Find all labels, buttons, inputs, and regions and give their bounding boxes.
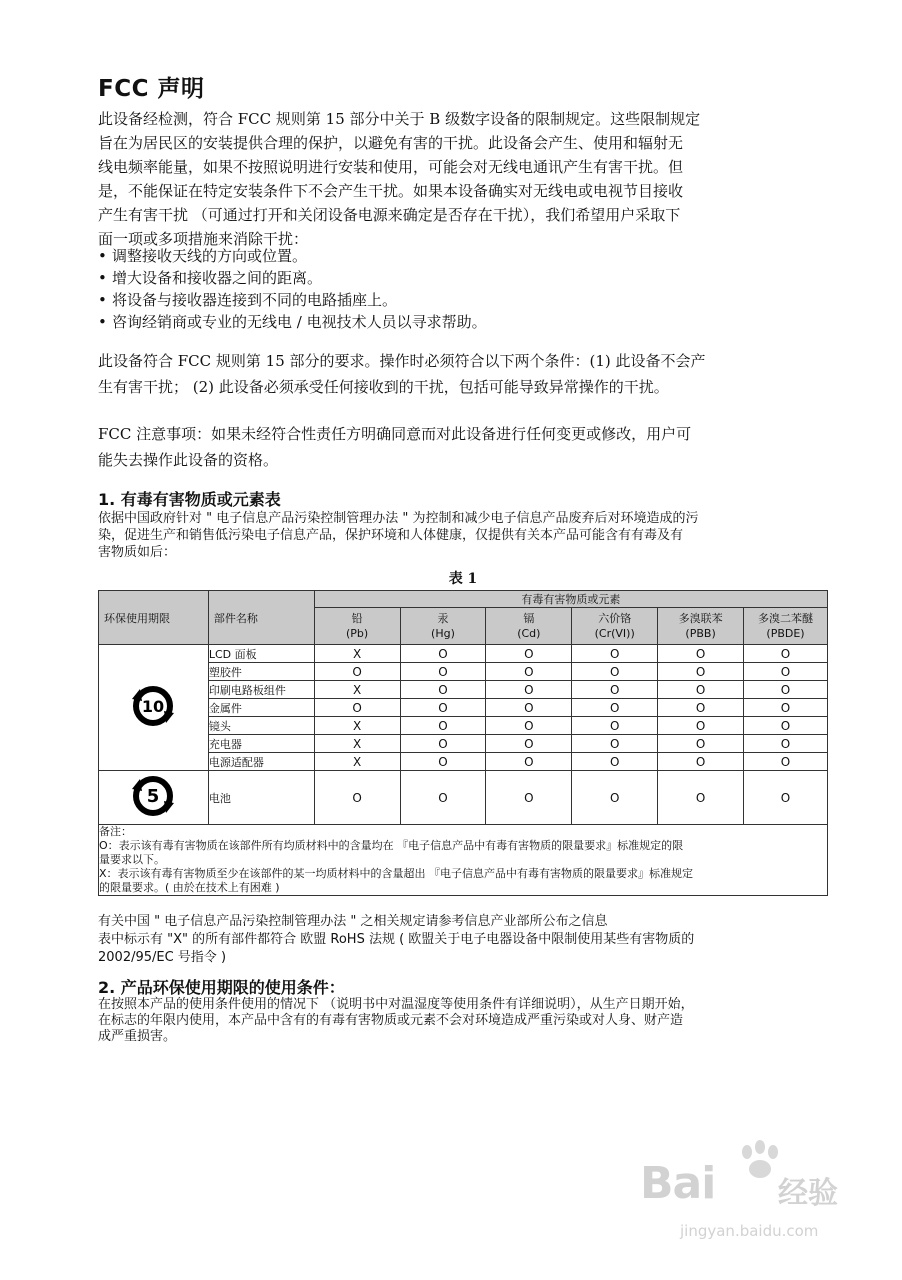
substance-mark-cell: O xyxy=(314,699,400,717)
list-item: • 咨询经销商或专业的无线电 / 电视技术人员以寻求帮助。 xyxy=(98,311,487,333)
substance-mark-cell: O xyxy=(744,735,828,753)
substance-mark-cell: O xyxy=(658,645,744,663)
table-row xyxy=(99,663,828,681)
substance-mark-cell: O xyxy=(572,663,658,681)
substance-mark-cell: X xyxy=(314,717,400,735)
substance-mark-cell: X xyxy=(314,735,400,753)
table-caption: 表 1 xyxy=(448,571,478,587)
substance-mark-cell: O xyxy=(658,663,744,681)
substance-mark-cell: O xyxy=(572,717,658,735)
note-line: 备注： xyxy=(99,825,132,838)
substance-mark-cell: O xyxy=(400,735,486,753)
substance-mark-cell: O xyxy=(400,663,486,681)
table-row xyxy=(99,771,828,825)
part-name-cell: 充电器 xyxy=(208,735,314,753)
text-line: 旨在为居民区的安装提供合理的保护，以避免有害的干扰。此设备会产生、使用和辐射无 xyxy=(98,134,684,152)
substance-mark-cell: O xyxy=(744,681,828,699)
substance-mark-cell: O xyxy=(400,753,486,771)
substance-mark-cell: O xyxy=(400,699,486,717)
table-notes xyxy=(99,825,828,896)
header-substance: 多溴联苯 (PBB) xyxy=(658,608,744,645)
substance-mark-cell: O xyxy=(744,717,828,735)
text-line: 面一项或多项措施来消除干扰： xyxy=(98,230,309,248)
fcc-paragraph-2 xyxy=(98,348,706,400)
header-substances-group: 有毒有害物质或元素 xyxy=(314,591,827,608)
environmental-period-icon xyxy=(128,681,178,731)
note-line: O：表示该有毒有害物质在该部件所有均质材料中的含量均在 『电子信息产品中有毒有害物质的限量要求』标准规定的限 xyxy=(99,839,684,852)
substance-mark-cell: O xyxy=(744,645,828,663)
part-name-cell: 印刷电路板组件 xyxy=(208,681,314,699)
text-line: 线电频率能量，如果不按照说明进行安装和使用，可能会对无线电通讯产生有害干扰。但 xyxy=(98,158,684,176)
table-row xyxy=(99,645,828,663)
text-line: 表中标示有 "X" 的所有部件都符合 欧盟 RoHS 法规 ( 欧盟关于电子电器设备中限制使用某些有害物质的 xyxy=(98,932,695,947)
text-line: 此设备符合 FCC 规则第 15 部分的要求。操作时必须符合以下两个条件：(1) 此设备不会产 xyxy=(98,352,706,370)
substance-mark-cell: O xyxy=(486,771,572,825)
note-line: 量要求以下。 xyxy=(99,853,165,866)
substance-mark-cell: O xyxy=(658,771,744,825)
text-line: FCC 注意事项：如果未经符合性责任方明确同意而对此设备进行任何变更或修改，用户可 xyxy=(98,425,692,443)
substance-mark-cell: O xyxy=(400,717,486,735)
text-line: 生有害干扰； (2) 此设备必须承受任何接收到的干扰，包括可能导致异常操作的干扰。 xyxy=(98,378,669,396)
section-1-heading: 1. 有毒有害物质或元素表 xyxy=(98,490,281,509)
substance-mark-cell: X xyxy=(314,753,400,771)
substance-mark-cell: O xyxy=(486,717,572,735)
substance-mark-cell: O xyxy=(314,663,400,681)
header-substance: 铅 (Pb) xyxy=(314,608,400,645)
list-item: • 调整接收天线的方向或位置。 xyxy=(98,245,487,267)
substance-mark-cell: O xyxy=(744,663,828,681)
text-line: 是，不能保证在特定安装条件下不会产生干扰。如果本设备确实对无线电或电视节目接收 xyxy=(98,182,684,200)
part-name-cell: 塑胶件 xyxy=(208,663,314,681)
table-row xyxy=(99,753,828,771)
text-line: 成严重损害。 xyxy=(98,1029,177,1044)
substance-mark-cell: O xyxy=(400,681,486,699)
header-part-name: 部件名称 xyxy=(208,591,314,645)
section-2-text xyxy=(98,997,694,1045)
substance-mark-cell: O xyxy=(744,753,828,771)
header-substance: 镉 (Cd) xyxy=(486,608,572,645)
icon-number: 5 xyxy=(147,786,160,807)
substance-mark-cell: X xyxy=(314,645,400,663)
header-substance: 汞 (Hg) xyxy=(400,608,486,645)
text-line: 产生有害干扰 （可通过打开和关闭设备电源来确定是否存在干扰），我们希望用户采取下 xyxy=(98,206,681,224)
substance-mark-cell: O xyxy=(486,735,572,753)
text-line: 2002/95/EC 号指令 ) xyxy=(98,950,227,965)
watermark-brand: Bai xyxy=(640,1158,716,1209)
part-name-cell: LCD 面板 xyxy=(208,645,314,663)
substance-mark-cell: O xyxy=(572,681,658,699)
table-row xyxy=(99,735,828,753)
table-row xyxy=(99,681,828,699)
environmental-period-icon xyxy=(128,771,178,821)
part-name-cell: 电源适配器 xyxy=(208,753,314,771)
header-substance: 多溴二苯醚 (PBDE) xyxy=(744,608,828,645)
list-item: • 增大设备和接收器之间的距离。 xyxy=(98,267,487,289)
substance-mark-cell: O xyxy=(486,753,572,771)
text-line: 依据中国政府针对 " 电子信息产品污染控制管理办法 " 为控制和减少电子信息产品废弃后对环境造成的污 xyxy=(98,511,699,526)
substance-mark-cell: O xyxy=(658,735,744,753)
section-2-heading: 2. 产品环保使用期限的使用条件： xyxy=(98,978,345,997)
baidu-jingyan-watermark xyxy=(640,1140,880,1240)
part-name-cell: 金属件 xyxy=(208,699,314,717)
fcc-paragraph-1 xyxy=(98,107,826,251)
section-1-text xyxy=(98,510,699,561)
substance-mark-cell: O xyxy=(314,771,400,825)
substance-mark-cell: O xyxy=(744,771,828,825)
substance-mark-cell: O xyxy=(658,699,744,717)
text-line: 能失去操作此设备的资格。 xyxy=(98,451,279,469)
header-period: 环保使用期限 xyxy=(99,591,209,645)
substance-mark-cell: O xyxy=(400,771,486,825)
part-name-cell: 镜头 xyxy=(208,717,314,735)
substance-mark-cell: O xyxy=(572,645,658,663)
substance-mark-cell: O xyxy=(486,663,572,681)
icon-number: 10 xyxy=(142,697,165,716)
substance-mark-cell: O xyxy=(486,645,572,663)
text-line: 此设备经检测，符合 FCC 规则第 15 部分中关于 B 级数字设备的限制规定。这些限制规定 xyxy=(98,110,701,128)
hazardous-substances-table xyxy=(98,590,828,896)
substance-mark-cell: O xyxy=(572,753,658,771)
substance-mark-cell: O xyxy=(486,681,572,699)
header-substance: 六价铬 (Cr(VI)) xyxy=(572,608,658,645)
table-row xyxy=(99,717,828,735)
table-row xyxy=(99,699,828,717)
period-icon-cell xyxy=(99,771,209,825)
page-title: FCC 声明 xyxy=(98,76,205,102)
text-line: 在标志的年限内使用，本产品中含有的有毒有害物质或元素不会对环境造成严重污染或对人身、财产造 xyxy=(98,1013,684,1028)
substance-mark-cell: O xyxy=(658,753,744,771)
substance-mark-cell: O xyxy=(572,735,658,753)
part-name-cell: 电池 xyxy=(208,771,314,825)
substance-mark-cell: O xyxy=(486,699,572,717)
substance-mark-cell: O xyxy=(572,771,658,825)
watermark-brand-cn: 经验 xyxy=(778,1176,838,1211)
text-line: 害物质如后： xyxy=(98,545,177,560)
note-line: 的限量要求。( 由於在技术上有困难 ) xyxy=(99,881,280,894)
substance-mark-cell: O xyxy=(400,645,486,663)
text-line: 在按照本产品的使用条件使用的情况下 （说明书中对温湿度等使用条件有详细说明），从生产日期开始， xyxy=(98,997,694,1012)
substance-mark-cell: O xyxy=(744,699,828,717)
substance-mark-cell: O xyxy=(658,681,744,699)
substance-mark-cell: X xyxy=(314,681,400,699)
fcc-caution-paragraph xyxy=(98,421,691,473)
substance-mark-cell: O xyxy=(658,717,744,735)
watermark-url: jingyan.baidu.com xyxy=(680,1222,819,1240)
period-icon-cell xyxy=(99,645,209,771)
text-line: 有关中国 " 电子信息产品污染控制管理办法 " 之相关规定请参考信息产业部所公布之信息 xyxy=(98,914,608,929)
measures-list xyxy=(98,245,487,333)
text-line: 染，促进生产和销售低污染电子信息产品，保护环境和人体健康，仅提供有关本产品可能含有有毒及有 xyxy=(98,528,684,543)
list-item: • 将设备与接收器连接到不同的电路插座上。 xyxy=(98,289,487,311)
after-table-text xyxy=(98,913,694,967)
note-line: X：表示该有毒有害物质至少在该部件的某一均质材料中的含量超出 『电子信息产品中有毒有害物质的限量要求』标准规定 xyxy=(99,867,694,880)
substance-mark-cell: O xyxy=(572,699,658,717)
